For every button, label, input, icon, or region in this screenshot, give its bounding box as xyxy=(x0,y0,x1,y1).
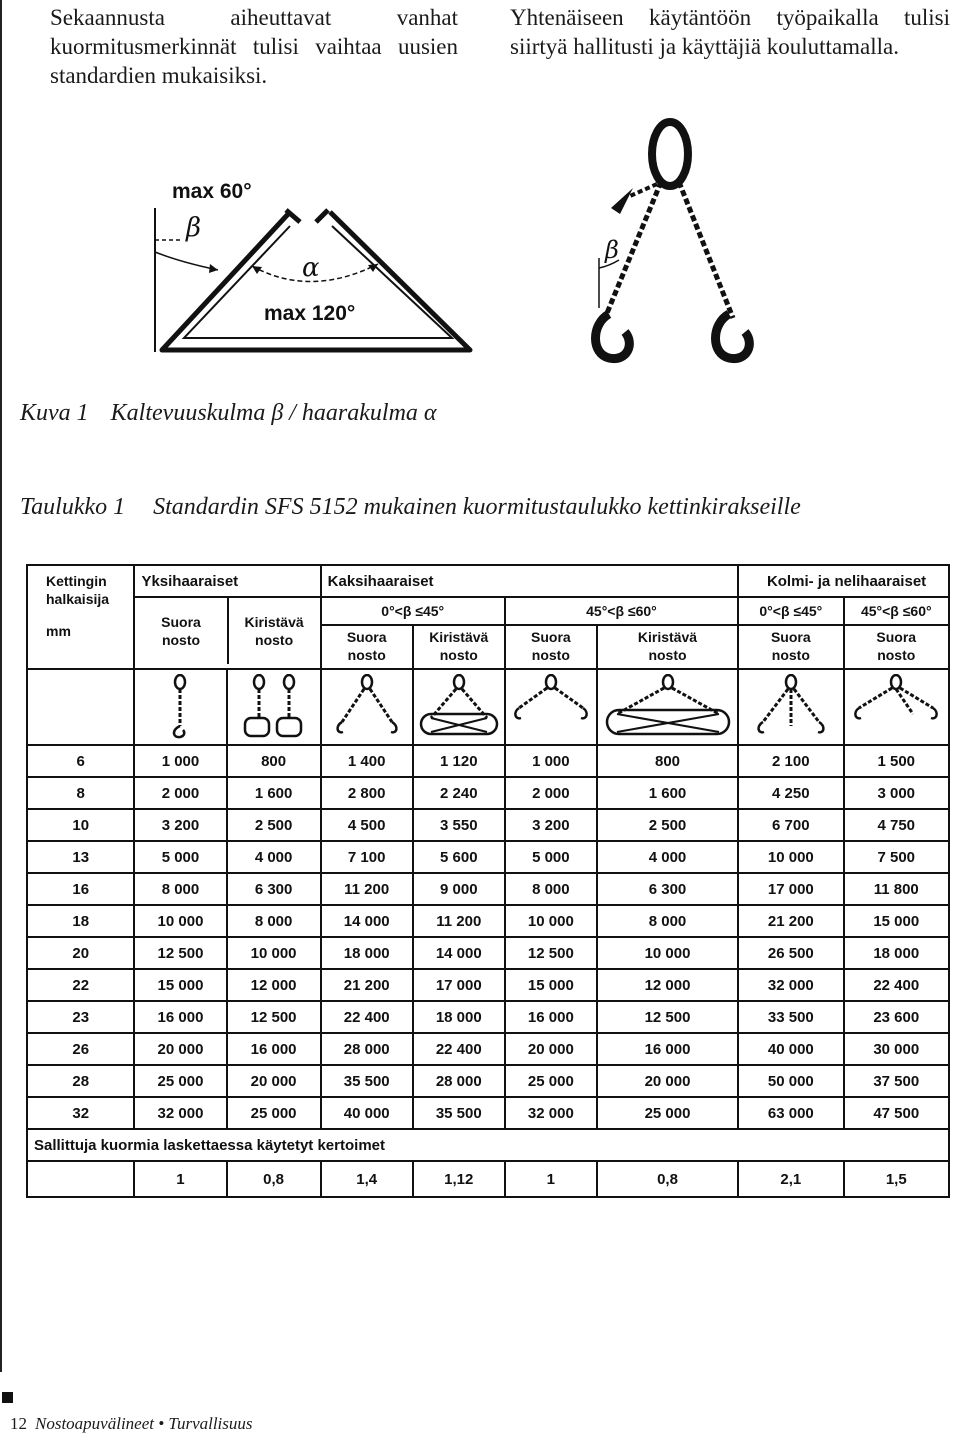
factor-value-cell: 0,8 xyxy=(597,1161,738,1197)
load-value-cell: 28 000 xyxy=(413,1065,505,1097)
max-alpha-label: max 120° xyxy=(264,302,356,325)
load-value-cell: 33 500 xyxy=(738,1001,843,1033)
table-caption-number: Taulukko 1 xyxy=(20,494,126,520)
load-value-cell: 10 000 xyxy=(505,905,597,937)
sling-angle-diagram xyxy=(140,170,490,370)
load-value-cell: 17 000 xyxy=(738,873,843,905)
load-value-cell: 4 500 xyxy=(321,809,413,841)
load-value-cell: 32 000 xyxy=(134,1097,226,1129)
load-value-cell: 17 000 xyxy=(413,969,505,1001)
load-value-cell: 800 xyxy=(597,745,738,777)
load-value-cell: 16 000 xyxy=(227,1033,321,1065)
header-chain-diameter-line2: halkaisija xyxy=(46,591,110,607)
chain-diameter-cell: 32 xyxy=(27,1097,134,1129)
load-value-cell: 10 000 xyxy=(738,841,843,873)
double-choke-icon-high xyxy=(597,669,738,745)
load-value-cell: 22 400 xyxy=(413,1033,505,1065)
load-value-cell: 40 000 xyxy=(738,1033,843,1065)
load-value-cell: 2 800 xyxy=(321,777,413,809)
table-row xyxy=(27,937,949,969)
header-angle-double-high: 45°<β ≤60° xyxy=(505,597,738,625)
load-value-cell: 20 000 xyxy=(505,1033,597,1065)
load-value-cell: 5 000 xyxy=(134,841,226,873)
load-table-container xyxy=(26,564,956,1198)
load-value-cell: 11 200 xyxy=(321,873,413,905)
load-value-cell: 8 000 xyxy=(505,873,597,905)
load-value-cell: 11 800 xyxy=(844,873,949,905)
load-value-cell: 12 000 xyxy=(227,969,321,1001)
header-col-4: Kiristävä nosto xyxy=(413,625,505,669)
load-value-cell: 28 000 xyxy=(321,1033,413,1065)
load-value-cell: 63 000 xyxy=(738,1097,843,1129)
load-value-cell: 8 000 xyxy=(597,905,738,937)
load-value-cell: 2 500 xyxy=(597,809,738,841)
load-value-cell: 26 500 xyxy=(738,937,843,969)
chain-diameter-cell: 26 xyxy=(27,1033,134,1065)
chain-sling-illustration xyxy=(585,118,775,366)
header-unit: mm xyxy=(46,623,71,639)
paragraph-right: Yhtenäiseen käytäntöön työpaikalla tulisi siirtyä hallitusti ja käyttäjiä kouluttamalla. xyxy=(510,5,950,59)
load-value-cell: 8 000 xyxy=(134,873,226,905)
header-angle-multi-low: 0°<β ≤45° xyxy=(738,597,843,625)
load-value-cell: 4 000 xyxy=(597,841,738,873)
figure-caption-number: Kuva 1 xyxy=(20,400,89,426)
factor-value-cell: 2,1 xyxy=(738,1161,843,1197)
header-col-8: Suora nosto xyxy=(844,625,949,669)
load-value-cell: 6 300 xyxy=(227,873,321,905)
table-row xyxy=(27,969,949,1001)
page-number: 12 xyxy=(10,1414,27,1433)
factor-value-cell: 1,12 xyxy=(413,1161,505,1197)
single-straight-icon xyxy=(134,669,226,745)
multi-straight-icon-low xyxy=(738,669,843,745)
table-row xyxy=(27,745,949,777)
header-chain-diameter xyxy=(27,565,134,669)
load-value-cell: 7 500 xyxy=(844,841,949,873)
load-value-cell: 25 000 xyxy=(227,1097,321,1129)
load-value-cell: 11 200 xyxy=(413,905,505,937)
load-value-cell: 22 400 xyxy=(844,969,949,1001)
double-straight-icon-high xyxy=(505,669,597,745)
factor-value-cell: 1 xyxy=(134,1161,226,1197)
load-value-cell: 1 400 xyxy=(321,745,413,777)
load-value-cell: 6 700 xyxy=(738,809,843,841)
table-row xyxy=(27,809,949,841)
chain-diameter-cell: 8 xyxy=(27,777,134,809)
footer-text: Nostoapuvälineet • Turvallisuus xyxy=(35,1414,253,1433)
chain-diameter-cell: 22 xyxy=(27,969,134,1001)
figure-caption-text: Kaltevuuskulma β / haarakulma α xyxy=(110,400,437,426)
load-table xyxy=(26,564,950,1198)
factor-value-cell: 1,5 xyxy=(844,1161,949,1197)
load-value-cell: 50 000 xyxy=(738,1065,843,1097)
load-value-cell: 25 000 xyxy=(505,1065,597,1097)
alpha-symbol: α xyxy=(302,253,320,283)
load-value-cell: 18 000 xyxy=(413,1001,505,1033)
table-caption xyxy=(20,494,801,521)
multi-straight-icon-high xyxy=(844,669,949,745)
chain-diameter-cell: 20 xyxy=(27,937,134,969)
table-caption-text: Standardin SFS 5152 mukainen kuormitustaulukko kettinkirakseille xyxy=(153,494,801,520)
load-value-cell: 1 600 xyxy=(597,777,738,809)
header-col-2: Kiristävä nosto xyxy=(244,614,304,648)
load-value-cell: 15 000 xyxy=(844,905,949,937)
header-col-5: Suora nosto xyxy=(505,625,597,669)
chain-diameter-cell: 6 xyxy=(27,745,134,777)
factor-value-cell: 0,8 xyxy=(227,1161,321,1197)
load-value-cell: 1 120 xyxy=(413,745,505,777)
load-value-cell: 18 000 xyxy=(321,937,413,969)
factor-value-cell: 1,4 xyxy=(321,1161,413,1197)
load-value-cell: 12 500 xyxy=(134,937,226,969)
load-value-cell: 14 000 xyxy=(321,905,413,937)
load-value-cell: 1 000 xyxy=(505,745,597,777)
load-value-cell: 7 100 xyxy=(321,841,413,873)
table-row xyxy=(27,777,949,809)
load-value-cell: 5 000 xyxy=(505,841,597,873)
load-value-cell: 2 100 xyxy=(738,745,843,777)
paragraph-left: Sekaannusta aiheuttavat vanhat kuormitusmerkinnät tulisi vaihtaa uusien standardien mukaisiksi. xyxy=(50,5,458,88)
load-value-cell: 4 000 xyxy=(227,841,321,873)
header-angle-multi-high: 45°<β ≤60° xyxy=(844,597,949,625)
load-value-cell: 4 750 xyxy=(844,809,949,841)
load-value-cell: 16 000 xyxy=(505,1001,597,1033)
load-value-cell: 2 000 xyxy=(134,777,226,809)
load-value-cell: 47 500 xyxy=(844,1097,949,1129)
load-value-cell: 1 000 xyxy=(134,745,226,777)
header-single-leg: Yksihaaraiset xyxy=(134,565,320,597)
factors-row xyxy=(27,1161,949,1197)
table-row xyxy=(27,1001,949,1033)
load-value-cell: 10 000 xyxy=(227,937,321,969)
load-value-cell: 2 000 xyxy=(505,777,597,809)
table-row xyxy=(27,1097,949,1129)
max-beta-label: max 60° xyxy=(172,180,252,203)
load-value-cell: 3 200 xyxy=(134,809,226,841)
table-row xyxy=(27,1033,949,1065)
load-value-cell: 1 500 xyxy=(844,745,949,777)
load-value-cell: 12 500 xyxy=(505,937,597,969)
load-value-cell: 10 000 xyxy=(134,905,226,937)
chain-diameter-cell: 13 xyxy=(27,841,134,873)
beta-symbol: β xyxy=(186,213,202,243)
load-table-body xyxy=(27,745,949,1129)
load-value-cell: 6 300 xyxy=(597,873,738,905)
load-value-cell: 40 000 xyxy=(321,1097,413,1129)
header-icon-blank xyxy=(27,669,134,745)
header-single-subcols xyxy=(134,597,320,669)
page-left-rule xyxy=(0,0,2,1372)
chain-diameter-cell: 18 xyxy=(27,905,134,937)
table-row xyxy=(27,841,949,873)
load-value-cell: 15 000 xyxy=(505,969,597,1001)
header-chain-diameter-line1: Kettingin xyxy=(46,573,107,589)
figure-caption xyxy=(20,400,437,427)
header-two-leg: Kaksihaaraiset xyxy=(321,565,738,597)
load-value-cell: 14 000 xyxy=(413,937,505,969)
page-footer xyxy=(10,1414,253,1434)
load-value-cell: 5 600 xyxy=(413,841,505,873)
load-value-cell: 23 600 xyxy=(844,1001,949,1033)
load-value-cell: 12 500 xyxy=(597,1001,738,1033)
load-value-cell: 15 000 xyxy=(134,969,226,1001)
load-value-cell: 3 550 xyxy=(413,809,505,841)
load-value-cell: 20 000 xyxy=(597,1065,738,1097)
load-value-cell: 20 000 xyxy=(227,1065,321,1097)
table-row xyxy=(27,905,949,937)
load-value-cell: 16 000 xyxy=(134,1001,226,1033)
load-value-cell: 3 200 xyxy=(505,809,597,841)
load-value-cell: 25 000 xyxy=(597,1097,738,1129)
load-value-cell: 1 600 xyxy=(227,777,321,809)
table-row xyxy=(27,873,949,905)
load-value-cell: 2 500 xyxy=(227,809,321,841)
load-value-cell: 32 000 xyxy=(505,1097,597,1129)
load-value-cell: 12 500 xyxy=(227,1001,321,1033)
header-col-3: Suora nosto xyxy=(321,625,413,669)
load-value-cell: 35 500 xyxy=(413,1097,505,1129)
chain-diameter-cell: 16 xyxy=(27,873,134,905)
header-multi-leg: Kolmi- ja nelihaaraiset xyxy=(738,565,949,597)
single-choke-icon xyxy=(227,669,321,745)
factor-value-cell: 1 xyxy=(505,1161,597,1197)
header-col-7: Suora nosto xyxy=(738,625,843,669)
double-straight-icon-low xyxy=(321,669,413,745)
load-value-cell: 22 400 xyxy=(321,1001,413,1033)
load-value-cell: 25 000 xyxy=(134,1065,226,1097)
header-col-1: Suora nosto xyxy=(135,598,227,664)
load-value-cell: 37 500 xyxy=(844,1065,949,1097)
header-col-6: Kiristävä nosto xyxy=(597,625,738,669)
chain-diameter-cell: 23 xyxy=(27,1001,134,1033)
chain-diameter-cell: 28 xyxy=(27,1065,134,1097)
load-value-cell: 4 250 xyxy=(738,777,843,809)
load-value-cell: 3 000 xyxy=(844,777,949,809)
load-value-cell: 12 000 xyxy=(597,969,738,1001)
load-value-cell: 18 000 xyxy=(844,937,949,969)
load-value-cell: 9 000 xyxy=(413,873,505,905)
load-value-cell: 2 240 xyxy=(413,777,505,809)
header-angle-double-low: 0°<β ≤45° xyxy=(321,597,505,625)
load-value-cell: 21 200 xyxy=(321,969,413,1001)
factors-title: Sallittuja kuormia laskettaessa käytetyt kertoimet xyxy=(27,1129,949,1161)
load-value-cell: 30 000 xyxy=(844,1033,949,1065)
chain-diameter-cell: 10 xyxy=(27,809,134,841)
double-choke-icon-low xyxy=(413,669,505,745)
load-value-cell: 21 200 xyxy=(738,905,843,937)
table-row xyxy=(27,1065,949,1097)
load-value-cell: 16 000 xyxy=(597,1033,738,1065)
factor-blank-cell xyxy=(27,1161,134,1197)
load-value-cell: 800 xyxy=(227,745,321,777)
load-value-cell: 10 000 xyxy=(597,937,738,969)
load-value-cell: 20 000 xyxy=(134,1033,226,1065)
load-value-cell: 8 000 xyxy=(227,905,321,937)
chain-beta-symbol: β xyxy=(605,236,619,264)
footer-square-marker xyxy=(2,1392,13,1403)
load-value-cell: 32 000 xyxy=(738,969,843,1001)
load-value-cell: 35 500 xyxy=(321,1065,413,1097)
